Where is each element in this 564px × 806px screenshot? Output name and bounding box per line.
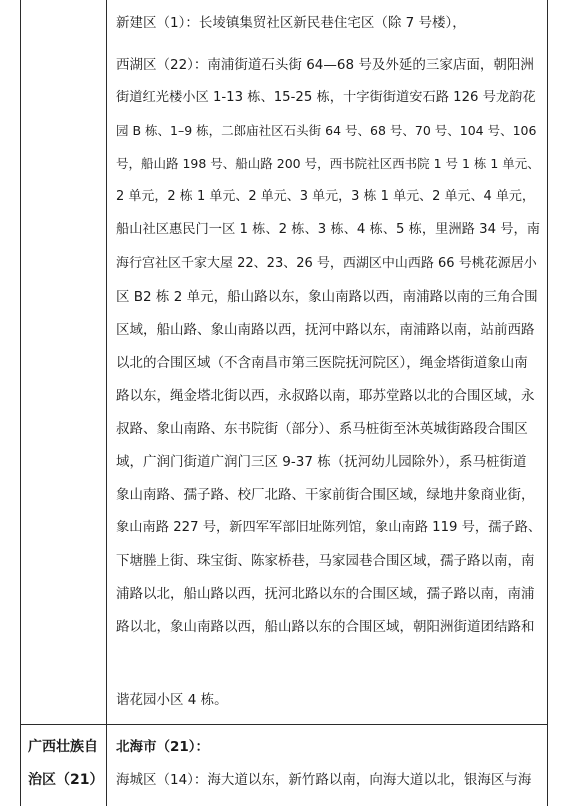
text-line: 路以东，绳金塔北街以西，永叔路以南，耶苏堂路以北的合围区域，永 [116, 388, 535, 404]
table-row-divider [20, 724, 548, 725]
text-line: 区 B2 栋 2 单元，船山路以东，象山南路以西，南浦路以南的三角合围 [116, 289, 538, 305]
text-line: 海城区（14）：海大道以东，新竹路以南，向海大道以北，银海区与海 [116, 772, 532, 788]
text-line: 象山南路、孺子路、校厂北路、干家前街合围区域，绿地井象商业街， [116, 487, 535, 503]
text-line: 2 单元，2 栋 1 单元、2 单元、3 单元，3 栋 1 单元、2 单元、4 单元， [116, 189, 535, 204]
text-line: 西湖区（22）：南浦街道石头街 64—68 号及外延的三家店面，朝阳洲 [116, 57, 534, 73]
text-line: 域，广润门街道广润门三区 9-37 栋（抚河幼儿园除外），系马桩街道 [116, 454, 527, 470]
table-border-left [20, 0, 21, 806]
text-line: 新建区（1）：长堎镇集贸社区新民巷住宅区（除 7 号楼）， [116, 15, 466, 31]
region-label-line-2: 治区（21） [28, 772, 104, 788]
text-line: 下塘塍上街、珠宝街、陈家桥巷，马家园巷合围区域，孺子路以南，南 [116, 553, 535, 569]
table-border-right [547, 0, 548, 806]
text-line: 街道红光楼小区 1-13 栋、15-25 栋，十字街街道安石路 126 号龙韵花 [116, 90, 536, 105]
region-label-line-1: 广西壮族自 [28, 739, 98, 755]
text-line: 园 B 栋、1–9 栋，二郎庙社区石头街 64 号、68 号、70 号、104 号、106 [116, 123, 537, 138]
text-line: 海行宫社区千家大屋 22、23、26 号，西湖区中山西路 66 号桃花源居小 [116, 256, 537, 271]
text-line: 浦路以北，船山路以西，抚河北路以东的合围区域，孺子路以南，南浦 [116, 586, 535, 602]
text-line: 船山社区惠民门一区 1 栋、2 栋、3 栋、4 栋、5 栋，里洲路 34 号，南 [116, 222, 540, 237]
table-divider-column [106, 0, 107, 806]
text-line: 区域，船山路、象山南路以西，抚河中路以东，南浦路以南，站前西路 [116, 322, 535, 338]
text-line: 象山南路 227 号，新四军军部旧址陈列馆，象山南路 119 号，孺子路、 [116, 520, 542, 535]
text-line: 谐花园小区 4 栋。 [116, 692, 228, 708]
text-line: 以北的合围区域（不含南昌市第三医院抚河院区），绳金塔街道象山南 [116, 355, 528, 371]
text-line: 号，船山路 198 号、船山路 200 号，西书院社区西书院 1 号 1 栋 1 单元、 [116, 156, 540, 171]
text-line: 路以北，象山南路以西，船山路以东的合围区域，朝阳洲街道团结路和 [116, 619, 535, 635]
city-heading: 北海市（21）： [116, 739, 210, 755]
text-line: 叔路、象山南路、东书院街（部分）、系马桩街至沐英城街路段合围区 [116, 421, 528, 437]
